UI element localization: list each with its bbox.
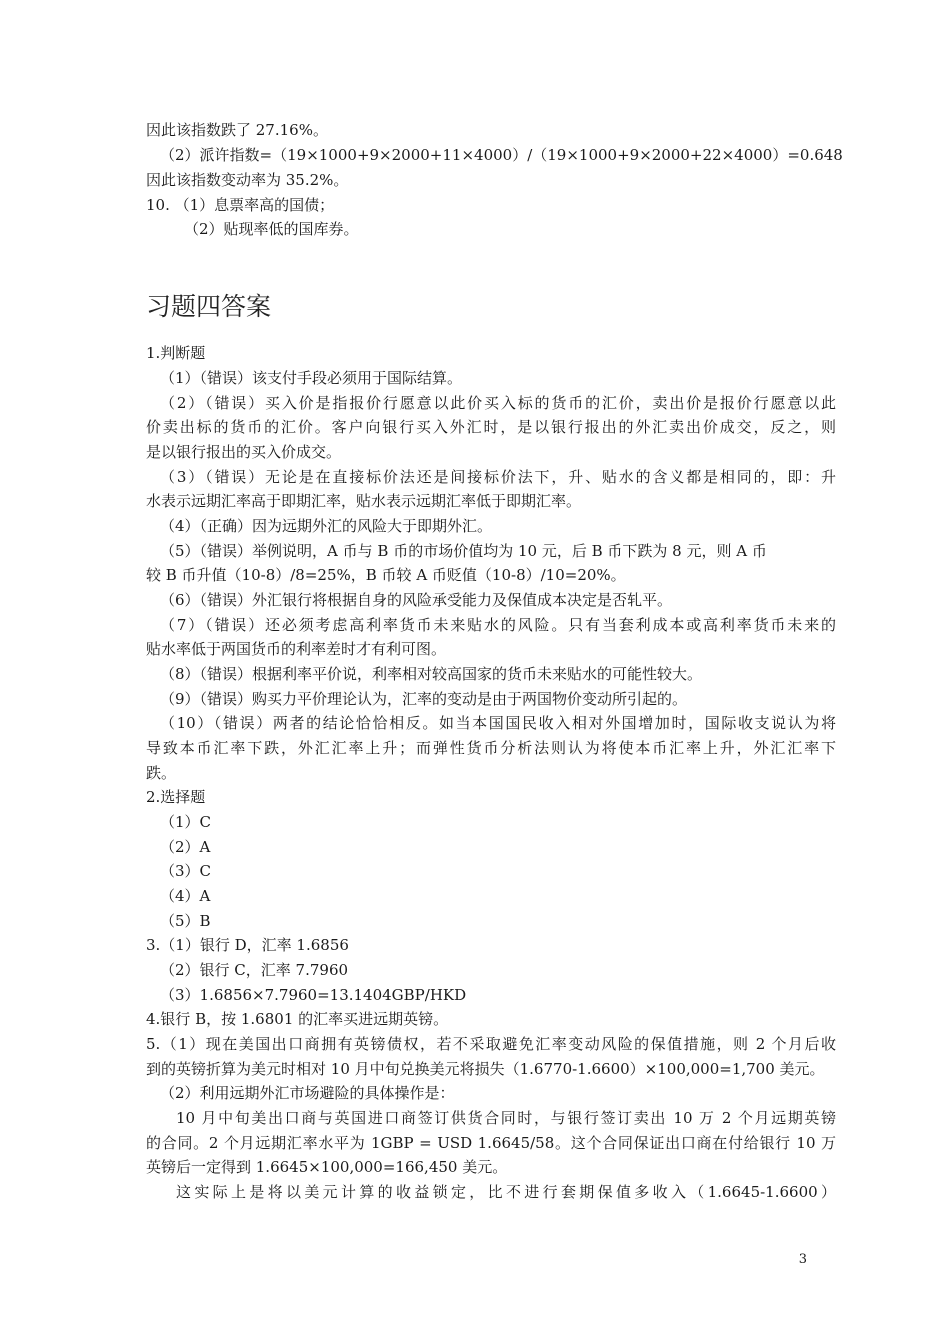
text-line: （3）1.6856×7.7960=13.1404GBP/HKD [160, 986, 467, 1004]
text-line: 价卖出标的货币的汇价。客户向银行买入外汇时，是以银行报出的外汇卖出价成交，反之，则 [146, 418, 836, 436]
text-line: （2）A [160, 838, 211, 856]
text-line: （10）（错误）两者的结论恰恰相反。如当本国国民收入相对外国增加时，国际收支说认为将 [160, 714, 836, 732]
text-line: 导致本币汇率下跌，外汇汇率上升；而弹性货币分析法则认为将使本币汇率上升，外汇汇率下 [146, 739, 836, 757]
text-line: 的合同。2 个月远期汇率水平为 1GBP = USD 1.6645/58。这个合同保证出口商在付给银行 10 万 [146, 1134, 836, 1152]
page-number: 3 [798, 1252, 807, 1267]
text-line: （9）（错误）购买力平价理论认为，汇率的变动是由于两国物价变动所引起的。 [160, 690, 688, 708]
text-line: 2.选择题 [146, 788, 206, 806]
text-line: （4）（正确）因为远期外汇的风险大于即期外汇。 [160, 517, 493, 535]
text-line: 是以银行报出的买入价成交。 [146, 443, 342, 461]
text-line: （6）（错误）外汇银行将根据自身的风险承受能力及保值成本决定是否轧平。 [160, 591, 673, 609]
text-line: 到的英镑折算为美元时相对 10 月中旬兑换美元将损失（1.6770-1.6600）×100,000=1,700 美元。 [146, 1060, 825, 1078]
text-line: 水表示远期汇率高于即期汇率，贴水表示远期汇率低于即期汇率。 [146, 492, 582, 510]
text-line: （2）利用远期外汇市场避险的具体操作是： [160, 1084, 455, 1102]
text-line: （3）C [160, 862, 212, 880]
text-line: 1.判断题 [146, 344, 206, 362]
section-title: 习题四答案 [146, 292, 272, 321]
text-line: （3）（错误）无论是在直接标价法还是间接标价法下，升、贴水的含义都是相同的，即：升 [160, 468, 836, 486]
text-line: （5）B [160, 912, 211, 930]
text-line: 这实际上是将以美元计算的收益锁定，比不进行套期保值多收入（1.6645-1.6600） [176, 1183, 836, 1201]
text-line: 因此该指数跌了 27.16%。 [146, 121, 328, 139]
text-line: （7）（错误）还必须考虑高利率货币未来贴水的风险。只有当套利成本或高利率货币未来的 [160, 616, 836, 634]
text-line: 贴水率低于两国货币的利率差时才有利可图。 [146, 640, 447, 658]
text-line: （5）（错误）举例说明，A 币与 B 币的市场价值均为 10 元，后 B 币下跌为 8 元，则 A 币 [160, 542, 767, 560]
text-line: 因此该指数变动率为 35.2%。 [146, 171, 349, 189]
text-line: 英镑后一定得到 1.6645×100,000=166,450 美元。 [146, 1158, 508, 1176]
text-line: 3.（1）银行 D，汇率 1.6856 [146, 936, 349, 954]
text-line: 10 月中旬美出口商与英国进口商签订供货合同时，与银行签订卖出 10 万 2 个月远期英镑 [176, 1109, 836, 1127]
text-line: （2）派许指数=（19×1000+9×2000+11×4000）/（19×1000+9×2000+22×4000）=0.648 [160, 146, 843, 164]
text-line: 5.（1）现在美国出口商拥有英镑债权，若不采取避免汇率变动风险的保值措施，则 2 个月后收 [146, 1035, 836, 1053]
text-line: （4）A [160, 887, 211, 905]
text-line: （1）C [160, 813, 212, 831]
text-line: 较 B 币升值（10-8）/8=25%，B 币较 A 币贬值（10-8）/10=20%。 [146, 566, 626, 584]
text-line: （2）银行 C，汇率 7.7960 [160, 961, 349, 979]
text-line: 4.银行 B，按 1.6801 的汇率买进远期英镑。 [146, 1010, 449, 1028]
text-line: （2）贴现率低的国库券。 [184, 220, 359, 238]
text-line: （2）（错误）买入价是指报价行愿意以此价买入标的货币的汇价，卖出价是报价行愿意以此 [160, 394, 836, 412]
text-line: 10. （1）息票率高的国债； [146, 196, 335, 214]
text-line: （1）（错误）该支付手段必须用于国际结算。 [160, 369, 463, 387]
text-line: （8）（错误）根据利率平价说，利率相对较高国家的货币未来贴水的可能性较大。 [160, 665, 703, 683]
text-line: 跌。 [146, 764, 177, 782]
